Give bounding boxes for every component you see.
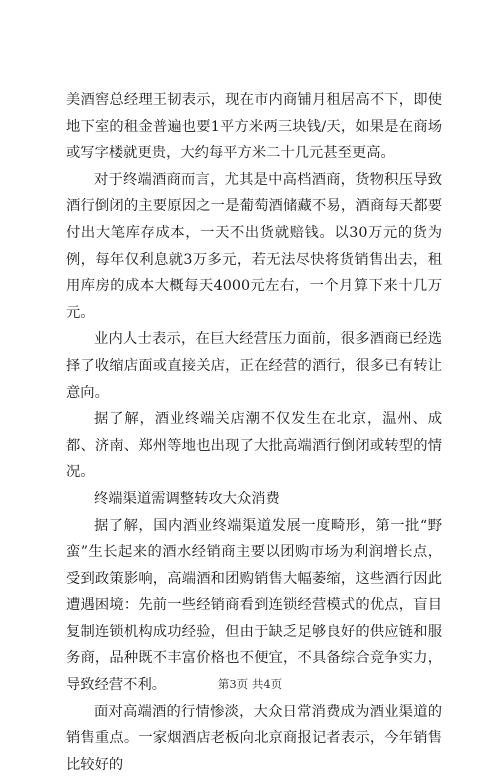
- paragraph-channel-development: 据了解，国内酒业终端渠道发展一度畸形，第一批“野蛮”生长起来的酒水经销商主要以团购市场为利润增长点，受到政策影响，高端酒和团购销售大幅萎缩，这些酒行因此遭遇困境：先前一些经销商看到连锁经营模式的优点，盲目复制连锁机构成功经验，但由于缺乏足够良好的供应链和服务商，品种既不丰富价格也不便宜，不具备综合竞争实力，导致经营不利。: [66, 517, 442, 694]
- page-footer: 第3页 共4页: [217, 677, 283, 691]
- body-text: [66, 87, 442, 778]
- paragraph-closure-wave: 据了解，酒业终端关店潮不仅发生在北京，温州、成都、济南、郑州等地也出现了大批高端酒行倒闭或转型的情况。: [66, 411, 442, 481]
- paragraph-rent-cost: 美酒窖总经理王韧表示，现在市内商铺月租居高不下，即使地下室的租金普遍也要1平方米两三块钱/天，如果是在商场或写字楼就更贵，大约每平方米二十几元甚至更高。: [66, 92, 442, 162]
- paragraph-inventory-cost: 对于终端酒商而言，尤其是中高档酒商，货物积压导致酒行倒闭的主要原因之一是葡萄酒储藏不易，酒商每天都要付出大笔库存成本，一天不出货就赔钱。以30万元的货为例，每年仅利息就3万多元，若无法尽快将货销售出去，租用库房的成本大概每天4000元左右，一个月算下来十几万元。: [66, 171, 442, 321]
- section-heading: 终端渠道需调整转攻大众消费: [94, 490, 280, 507]
- paragraph-mass-consumption: 面对高端酒的行情惨淡，大众日常消费成为酒业渠道的销售重点。一家烟酒店老板向北京商报记者表示，今年销售比较好的: [66, 703, 442, 773]
- paragraph-industry-insider: 业内人士表示，在巨大经营压力面前，很多酒商已经选择了收缩店面或直接关店，正在经营的酒行，很多已有转让意向。: [66, 331, 442, 401]
